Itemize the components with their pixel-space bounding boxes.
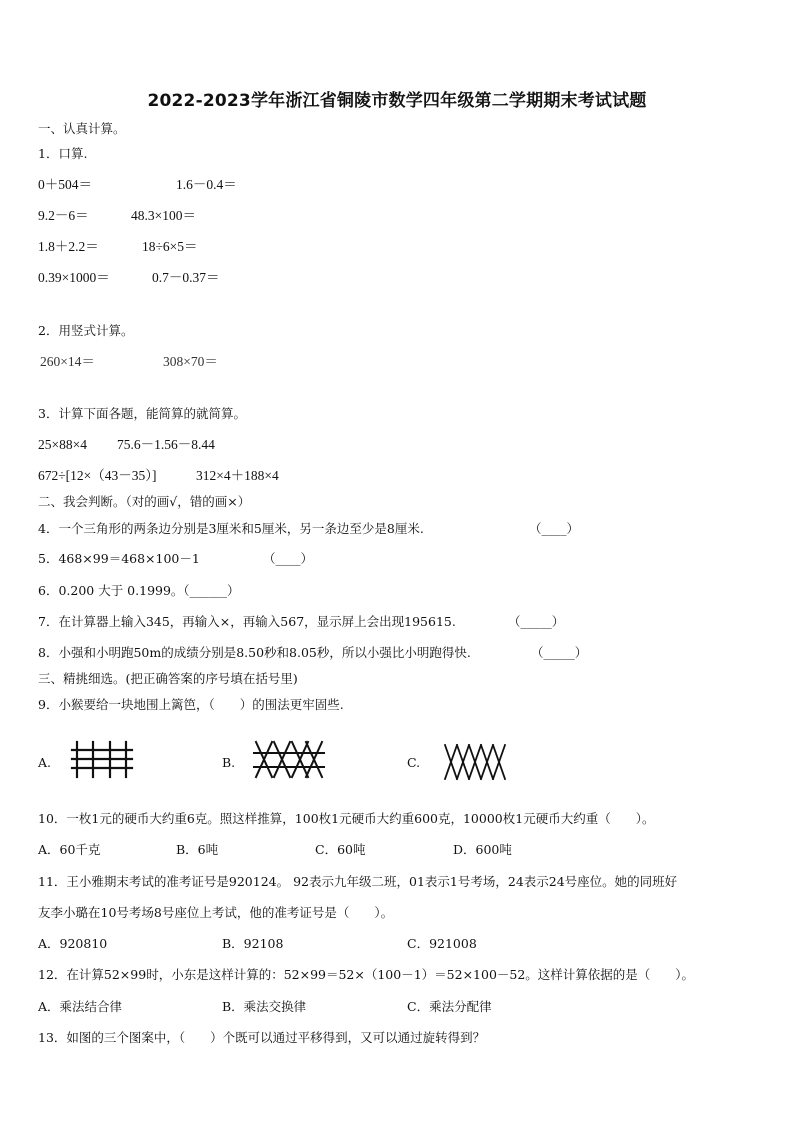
question-2-label: 2．用竖式计算。 — [38, 323, 134, 338]
option-b: B．92108 — [222, 936, 284, 951]
section-3-heading: 三、精挑细选。(把正确答案的序号填在括号里) — [38, 671, 298, 686]
question-5: 5．468×99＝468×100－1 — [38, 551, 200, 566]
option-a: A．920810 — [38, 936, 108, 951]
answer-blank: （____） — [263, 551, 314, 566]
option-a: A．60千克 — [38, 842, 101, 857]
answer-blank: （____） — [529, 521, 580, 536]
oral-calc-item: 1.6－0.4＝ — [176, 177, 237, 192]
expression-item: 75.6－1.56－8.44 — [117, 437, 215, 452]
oral-calc-item: 1.8＋2.2＝ — [38, 239, 99, 254]
expression-item: 312×4＋188×4 — [196, 468, 279, 483]
fence-grid-figure — [70, 740, 134, 780]
section-1-heading: 一、认真计算。 — [38, 121, 126, 136]
question-1-label: 1．口算. — [38, 146, 88, 161]
option-d: D．600吨 — [453, 842, 512, 857]
oral-calc-item: 18÷6×5＝ — [142, 239, 198, 254]
option-c: C．60吨 — [315, 842, 366, 857]
question-4: 4．一个三角形的两条边分别是3厘米和5厘米，另一条边至少是8厘米. — [38, 521, 424, 536]
answer-blank: （_____） — [531, 645, 588, 660]
option-b: B．乘法交换律 — [222, 999, 307, 1014]
question-11-line-1: 11．王小雅期末考试的准考证号是920124。 92表示九年级二班，01表示1号考场，24表示24号座位。她的同班好 — [38, 874, 678, 889]
question-10: 10．一枚1元的硬币大约重6克。照这样推算，100枚1元硬币大约重600克，10000枚1元硬币大约重（ ）。 — [38, 811, 655, 826]
question-12: 12．在计算52×99时，小东是这样计算的：52×99＝52×（100－1）＝52×100－52。这样计算依据的是（ ）。 — [38, 967, 695, 982]
vertical-calc-item: 308×70＝ — [163, 354, 218, 369]
question-11-line-2: 友李小璐在10号考场8号座位上考试，他的准考证号是（ ）。 — [38, 905, 394, 920]
expression-item: 672÷[12×（43－35）] — [38, 468, 157, 483]
option-c-label: C. — [407, 755, 421, 770]
expression-item: 25×88×4 — [38, 437, 87, 452]
answer-blank: （______） — [177, 583, 240, 598]
question-8: 8．小强和小明跑50m的成绩分别是8.50秒和8.05秒，所以小强比小明跑得快. — [38, 645, 471, 660]
question-3-label: 3．计算下面各题，能简算的就简算。 — [38, 406, 246, 421]
question-13: 13．如图的三个图案中，（ ）个既可以通过平移得到，又可以通过旋转得到？ — [38, 1030, 486, 1045]
option-a-label: A. — [38, 755, 52, 770]
option-a: A．乘法结合律 — [38, 999, 123, 1014]
oral-calc-item: 0.39×1000＝ — [38, 270, 110, 285]
question-6: 6．0.200 大于 0.1999。 — [38, 583, 184, 598]
fence-diagonal-figure — [443, 742, 507, 782]
option-b: B．6吨 — [176, 842, 219, 857]
fence-cross-rails-figure — [253, 740, 325, 780]
answer-blank: （_____） — [508, 614, 565, 629]
oral-calc-item: 0＋504＝ — [38, 177, 92, 192]
option-c: C．921008 — [407, 936, 477, 951]
oral-calc-item: 0.7－0.37＝ — [152, 270, 220, 285]
section-2-heading: 二、我会判断。（对的画√，错的画×） — [38, 494, 251, 509]
option-b-label: B. — [222, 755, 236, 770]
oral-calc-item: 48.3×100＝ — [131, 208, 196, 223]
oral-calc-item: 9.2－6＝ — [38, 208, 89, 223]
question-7: 7．在计算器上输入345，再输入×，再输入567，显示屏上会出现195615. — [38, 614, 456, 629]
question-9: 9．小猴要给一块地围上篱笆，（ ）的围法更牢固些. — [38, 697, 344, 712]
vertical-calc-item: 260×14＝ — [40, 354, 95, 369]
page-title: 2022-2023学年浙江省铜陵市数学四年级第二学期期末考试试题 — [147, 91, 647, 111]
option-c: C．乘法分配律 — [407, 999, 492, 1014]
